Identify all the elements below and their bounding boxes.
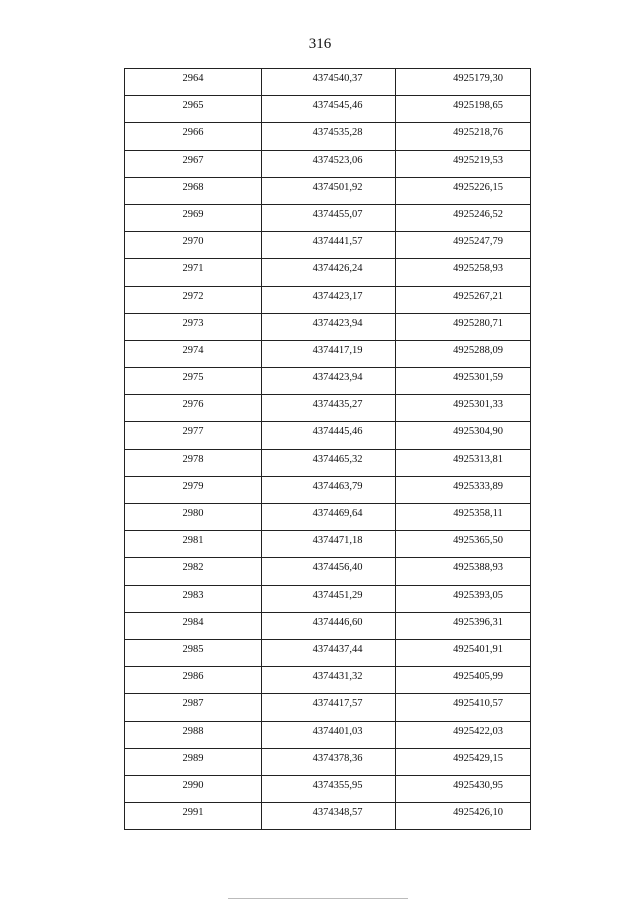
cell-text: 2969 — [182, 208, 204, 220]
table-row — [125, 667, 531, 694]
y-coordinate-cell — [396, 232, 531, 259]
table-row — [125, 694, 531, 721]
point-number-cell — [125, 694, 262, 721]
cell-text: 2976 — [182, 399, 204, 411]
cell-text: 4374501,92 — [312, 181, 363, 193]
y-coordinate-cell — [396, 667, 531, 694]
cell-text: 2967 — [182, 154, 204, 166]
point-number-cell — [125, 748, 262, 775]
table-row — [125, 558, 531, 585]
cell-text: 4374535,28 — [312, 127, 363, 139]
table-row — [125, 259, 531, 286]
point-number-cell — [125, 123, 262, 150]
bottom-divider — [228, 898, 408, 899]
table-row — [125, 286, 531, 313]
cell-text: 4925288,09 — [453, 344, 503, 356]
table-row — [125, 177, 531, 204]
cell-text: 4925301,59 — [453, 372, 503, 384]
point-number-cell — [125, 150, 262, 177]
point-number-cell — [125, 177, 262, 204]
cell-text: 4925393,05 — [453, 589, 503, 601]
point-number-cell — [125, 368, 262, 395]
cell-text: 2979 — [182, 480, 204, 492]
table-row — [125, 748, 531, 775]
x-coordinate-cell — [262, 803, 396, 830]
x-coordinate-cell — [262, 504, 396, 531]
cell-text: 2991 — [182, 807, 204, 819]
y-coordinate-cell — [396, 476, 531, 503]
cell-text: 4925218,76 — [453, 127, 503, 139]
x-coordinate-cell — [262, 667, 396, 694]
table-row — [125, 340, 531, 367]
cell-text: 4374355,95 — [312, 779, 363, 791]
table-row — [125, 150, 531, 177]
cell-text: 2988 — [182, 725, 204, 737]
cell-text: 2980 — [182, 508, 204, 519]
point-number-cell — [125, 667, 262, 694]
cell-text: 4374471,18 — [312, 535, 363, 547]
point-number-cell — [125, 721, 262, 748]
cell-text: 2974 — [182, 344, 204, 356]
point-number-cell — [125, 340, 262, 367]
y-coordinate-cell — [396, 748, 531, 775]
cell-text: 4925280,71 — [453, 317, 503, 329]
point-number-cell — [125, 531, 262, 558]
cell-text: 2977 — [182, 426, 204, 438]
table-row — [125, 96, 531, 123]
point-number-cell — [125, 775, 262, 802]
y-coordinate-cell — [396, 395, 531, 422]
cell-text: 2970 — [182, 236, 204, 248]
x-coordinate-cell — [262, 449, 396, 476]
x-coordinate-cell — [262, 177, 396, 204]
point-number-cell — [125, 504, 262, 531]
cell-text: 4925401,91 — [453, 643, 503, 655]
cell-text: 2987 — [182, 698, 204, 710]
cell-text: 4374456,40 — [312, 562, 363, 574]
cell-text: 4374423,94 — [312, 317, 363, 329]
cell-text: 4374445,46 — [312, 426, 363, 438]
table-row — [125, 449, 531, 476]
x-coordinate-cell — [262, 612, 396, 639]
cell-text: 4374463,79 — [312, 480, 363, 492]
point-number-cell — [125, 639, 262, 666]
point-number-cell — [125, 395, 262, 422]
y-coordinate-cell — [396, 803, 531, 830]
cell-text: 4925267,21 — [453, 290, 503, 302]
y-coordinate-cell — [396, 286, 531, 313]
cell-text: 4374426,24 — [312, 263, 363, 275]
cell-text: 4374417,19 — [312, 344, 363, 356]
cell-text: 4925422,03 — [453, 725, 503, 737]
cell-text: 2983 — [182, 589, 204, 601]
cell-text: 4374441,57 — [312, 236, 363, 248]
table-row — [125, 313, 531, 340]
cell-text: 4374437,44 — [312, 643, 363, 655]
cell-text: 4925333,89 — [453, 480, 503, 492]
cell-text: 4925410,57 — [453, 698, 503, 710]
table-row — [125, 775, 531, 802]
cell-text: 4925247,79 — [453, 236, 503, 248]
y-coordinate-cell — [396, 504, 531, 531]
y-coordinate-cell — [396, 259, 531, 286]
cell-text: 4374451,29 — [312, 589, 363, 601]
cell-text: 2968 — [182, 181, 204, 193]
point-number-cell — [125, 259, 262, 286]
x-coordinate-cell — [262, 259, 396, 286]
y-coordinate-cell — [396, 721, 531, 748]
table-row — [125, 204, 531, 231]
point-number-cell — [125, 69, 262, 96]
y-coordinate-cell — [396, 558, 531, 585]
y-coordinate-cell — [396, 313, 531, 340]
y-coordinate-cell — [396, 150, 531, 177]
cell-text: 4925301,33 — [453, 399, 503, 411]
cell-text: 4374455,07 — [312, 208, 363, 220]
coordinates-table — [124, 68, 531, 830]
x-coordinate-cell — [262, 340, 396, 367]
y-coordinate-cell — [396, 123, 531, 150]
y-coordinate-cell — [396, 204, 531, 231]
cell-text: 4374435,27 — [312, 399, 363, 411]
x-coordinate-cell — [262, 721, 396, 748]
cell-text: 4925226,15 — [453, 181, 503, 193]
x-coordinate-cell — [262, 476, 396, 503]
cell-text: 4374469,64 — [312, 508, 363, 519]
cell-text: 4925430,95 — [453, 779, 503, 791]
x-coordinate-cell — [262, 694, 396, 721]
point-number-cell — [125, 422, 262, 449]
table-row — [125, 531, 531, 558]
table-row — [125, 69, 531, 96]
cell-text: 2973 — [182, 317, 204, 329]
cell-text: 4374523,06 — [312, 154, 363, 166]
cell-text: 4925179,30 — [453, 73, 503, 84]
x-coordinate-cell — [262, 585, 396, 612]
cell-text: 4374431,32 — [312, 671, 363, 683]
y-coordinate-cell — [396, 449, 531, 476]
cell-text: 2965 — [182, 100, 204, 112]
page-number: 316 — [308, 36, 332, 52]
y-coordinate-cell — [396, 639, 531, 666]
cell-text: 2971 — [182, 263, 204, 275]
x-coordinate-cell — [262, 558, 396, 585]
cell-text: 4925429,15 — [453, 752, 503, 764]
y-coordinate-cell — [396, 531, 531, 558]
y-coordinate-cell — [396, 368, 531, 395]
cell-text: 4374348,57 — [312, 807, 363, 819]
cell-text: 4925426,10 — [453, 807, 503, 819]
cell-text: 4925246,52 — [453, 208, 503, 220]
point-number-cell — [125, 476, 262, 503]
point-number-cell — [125, 612, 262, 639]
cell-text: 2985 — [182, 643, 204, 655]
y-coordinate-cell — [396, 585, 531, 612]
table-row — [125, 504, 531, 531]
y-coordinate-cell — [396, 612, 531, 639]
x-coordinate-cell — [262, 748, 396, 775]
x-coordinate-cell — [262, 639, 396, 666]
table-row — [125, 368, 531, 395]
point-number-cell — [125, 96, 262, 123]
cell-text: 4925388,93 — [453, 562, 503, 574]
x-coordinate-cell — [262, 395, 396, 422]
x-coordinate-cell — [262, 123, 396, 150]
y-coordinate-cell — [396, 422, 531, 449]
cell-text: 2978 — [182, 453, 204, 465]
cell-text: 4374401,03 — [312, 725, 363, 737]
point-number-cell — [125, 232, 262, 259]
table-row — [125, 232, 531, 259]
cell-text: 4925396,31 — [453, 616, 503, 628]
cell-text: 4925313,81 — [453, 453, 503, 465]
table-row — [125, 721, 531, 748]
cell-text: 2966 — [182, 127, 204, 139]
x-coordinate-cell — [262, 96, 396, 123]
point-number-cell — [125, 558, 262, 585]
y-coordinate-cell — [396, 775, 531, 802]
cell-text: 2981 — [182, 535, 204, 547]
cell-text: 4374545,46 — [312, 100, 363, 112]
x-coordinate-cell — [262, 204, 396, 231]
table-row — [125, 585, 531, 612]
table-row — [125, 476, 531, 503]
cell-text: 2982 — [182, 562, 204, 574]
cell-text: 4925219,53 — [453, 154, 503, 166]
cell-text: 2990 — [182, 779, 204, 791]
point-number-cell — [125, 803, 262, 830]
point-number-cell — [125, 286, 262, 313]
x-coordinate-cell — [262, 232, 396, 259]
cell-text: 4374423,94 — [312, 372, 363, 384]
x-coordinate-cell — [262, 150, 396, 177]
point-number-cell — [125, 204, 262, 231]
table-row — [125, 612, 531, 639]
point-number-cell — [125, 313, 262, 340]
cell-text: 4374540,37 — [312, 73, 363, 84]
cell-text: 4374446,60 — [312, 616, 363, 628]
x-coordinate-cell — [262, 775, 396, 802]
x-coordinate-cell — [262, 531, 396, 558]
cell-text: 4925358,11 — [453, 508, 503, 519]
x-coordinate-cell — [262, 286, 396, 313]
x-coordinate-cell — [262, 368, 396, 395]
y-coordinate-cell — [396, 340, 531, 367]
x-coordinate-cell — [262, 422, 396, 449]
cell-text: 4374417,57 — [312, 698, 363, 710]
cell-text: 2989 — [182, 752, 204, 764]
cell-text: 4925258,93 — [453, 263, 503, 275]
table-row — [125, 639, 531, 666]
table-row — [125, 123, 531, 150]
y-coordinate-cell — [396, 96, 531, 123]
cell-text: 4925198,65 — [453, 100, 503, 112]
table-row — [125, 803, 531, 830]
point-number-cell — [125, 449, 262, 476]
cell-text: 4374423,17 — [312, 290, 363, 302]
coordinates-table-body — [125, 69, 531, 830]
cell-text: 4374378,36 — [312, 752, 363, 764]
cell-text: 2972 — [182, 290, 204, 302]
x-coordinate-cell — [262, 69, 396, 96]
y-coordinate-cell — [396, 694, 531, 721]
y-coordinate-cell — [396, 69, 531, 96]
cell-text: 2964 — [182, 73, 204, 84]
cell-text: 2975 — [182, 372, 204, 384]
table-row — [125, 395, 531, 422]
y-coordinate-cell — [396, 177, 531, 204]
point-number-cell — [125, 585, 262, 612]
cell-text: 4925304,90 — [453, 426, 503, 438]
table-row — [125, 422, 531, 449]
cell-text: 2984 — [182, 616, 204, 628]
cell-text: 2986 — [182, 671, 204, 683]
cell-text: 4925405,99 — [453, 671, 503, 683]
cell-text: 4925365,50 — [453, 535, 503, 547]
cell-text: 4374465,32 — [312, 453, 363, 465]
x-coordinate-cell — [262, 313, 396, 340]
